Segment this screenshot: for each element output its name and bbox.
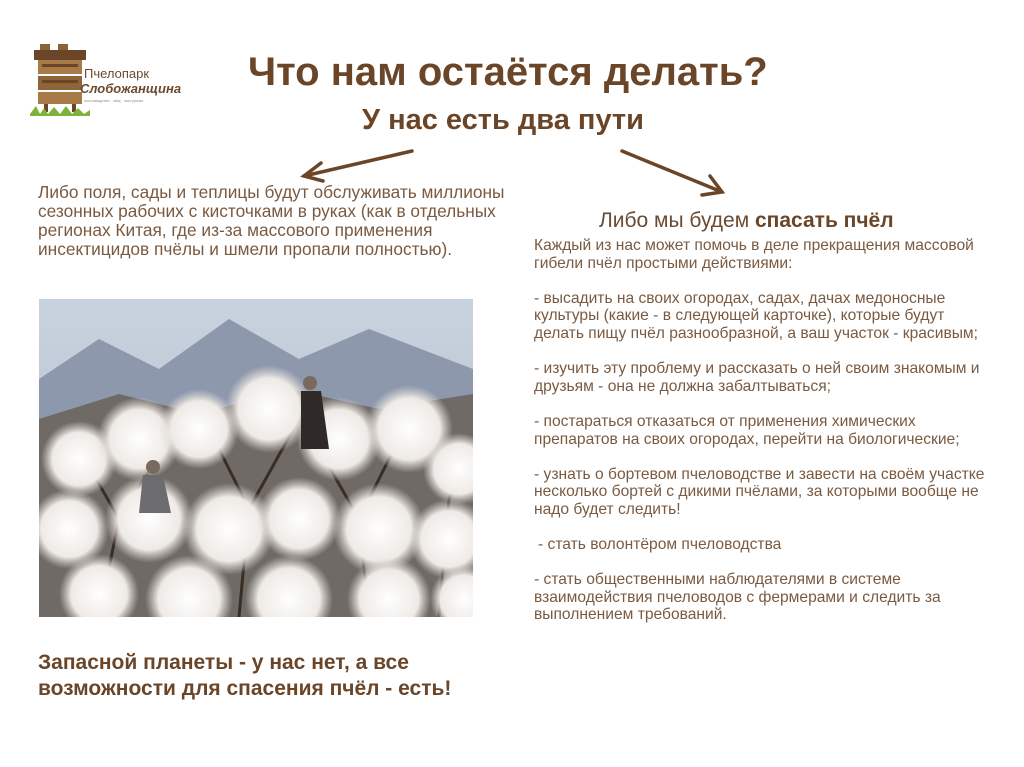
arrow-right-icon xyxy=(622,151,722,195)
list-item: - постараться отказаться от применения химических препаратов на своих огородах, перейти на биологические; xyxy=(534,412,960,448)
arrow-left-icon xyxy=(304,151,412,181)
right-heading-bold: спасать пчёл xyxy=(755,209,894,232)
logo-name-line2: Слобожанщина xyxy=(80,81,182,96)
logo xyxy=(30,44,190,116)
logo-tagline: пчеловодство · мёд · экотуризм xyxy=(84,98,143,103)
list-item: - узнать о бортевом пчеловодстве и завести на своём участке несколько бортей с дикими пчёлами, за которыми вообще не надо будет следить! xyxy=(534,465,985,518)
logo-name-line1: Пчелопарк xyxy=(84,66,150,81)
conclusion-text: Запасной планеты - у нас нет, а все возможности для спасения пчёл - есть! xyxy=(38,651,452,700)
orchard-photo xyxy=(39,299,473,617)
list-item: - стать общественными наблюдателями в системе взаимодействия пчеловодов с фермерами и следить за выполнением требований. xyxy=(534,571,941,624)
left-path-text: Либо поля, сады и теплицы будут обслуживать миллионы сезонных рабочих с кисточками в руках (как в отдельных регионах Китая, где из-за массового применения инсектицидов пчёлы и шмели пропали полностью). xyxy=(38,182,505,259)
right-heading-prefix: Либо мы будем xyxy=(599,209,755,232)
right-intro: Каждый из нас может помочь в деле прекращения массовой гибели пчёл простыми действиями: xyxy=(534,237,974,272)
right-path-heading xyxy=(599,209,894,233)
page-title: Что нам остаётся делать? xyxy=(248,50,768,94)
list-item: - высадить на своих огородах, садах, дачах медоносные культуры (какие - в следующей карточке), которые будут делать пищу пчёл разнообразной, а ваш участок - красивым; xyxy=(534,289,978,342)
page-subtitle: У нас есть два пути xyxy=(362,104,644,136)
right-path-body xyxy=(534,237,989,624)
beehive-logo-icon xyxy=(30,44,90,116)
list-item: - изучить эту проблему и рассказать о ней своим знакомым и друзьям - она не должна забалтываться; xyxy=(534,360,980,395)
list-item: - стать волонтёром пчеловодства xyxy=(538,536,782,554)
